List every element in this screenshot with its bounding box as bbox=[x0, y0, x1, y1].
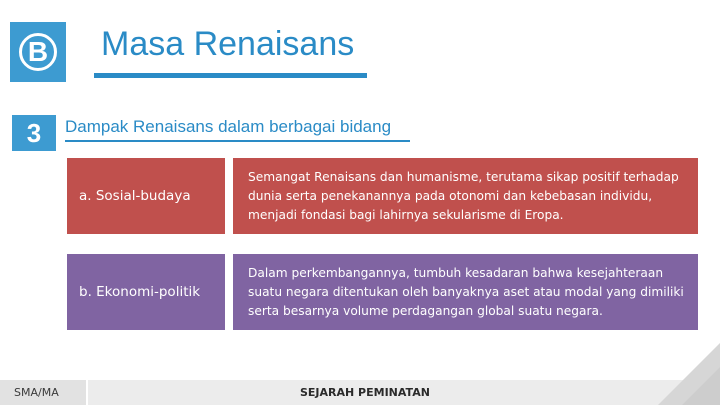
footer-subject-label: SEJARAH PEMINATAN bbox=[300, 386, 430, 399]
subtitle-underline bbox=[65, 140, 410, 142]
row-label-sosial-budaya: a. Sosial-budaya bbox=[67, 158, 225, 234]
number-badge: 3 bbox=[12, 115, 56, 151]
section-badge-letter: B bbox=[19, 33, 57, 71]
title-underline bbox=[94, 73, 367, 78]
subtitle: Dampak Renaisans dalam berbagai bidang bbox=[65, 117, 392, 136]
row-description-ekonomi-politik: Dalam perkembangannya, tumbuh kesadaran bahwa kesejahteraan suatu negara ditentukan oleh banyaknya aset atau modal yang dimiliki serta besarnya volume perdagangan global suatu negara. bbox=[233, 254, 698, 330]
footer-level-label: SMA/MA bbox=[14, 386, 59, 399]
row-label-ekonomi-politik: b. Ekonomi-politik bbox=[67, 254, 225, 330]
corner-decoration-inner bbox=[682, 367, 720, 405]
page-title: Masa Renaisans bbox=[101, 25, 355, 63]
section-badge bbox=[10, 22, 66, 82]
row-description-sosial-budaya: Semangat Renaisans dan humanisme, terutama sikap positif terhadap dunia serta penekanannya pada otonomi dan kebebasan individu, menjadi fondasi bagi lahirnya sekularisme di Eropa. bbox=[233, 158, 698, 234]
